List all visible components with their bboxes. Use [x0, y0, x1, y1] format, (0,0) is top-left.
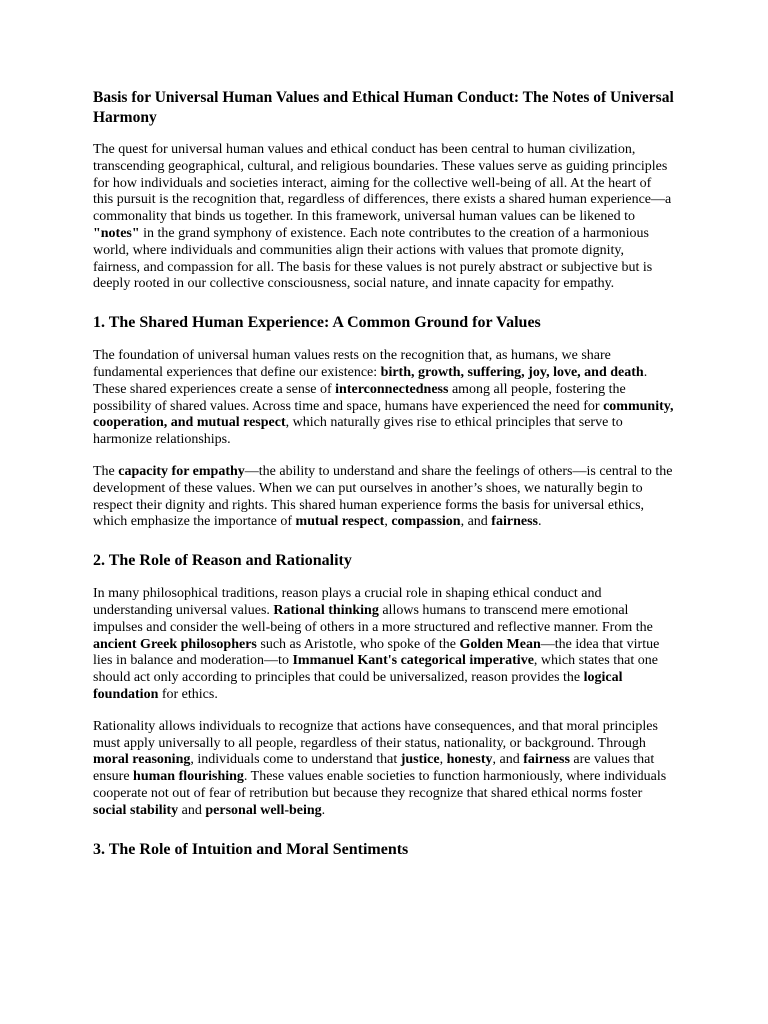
text-run: , and — [460, 514, 492, 530]
text-run: and — [178, 802, 206, 818]
text-run: . These shared experiences create a sense of — [93, 364, 648, 397]
bold-run: mutual respect — [295, 514, 385, 530]
bold-run: Rational thinking — [273, 602, 379, 618]
text-run: among all people, fostering the possibility of shared values. Across time and space, humans have experienced the need for — [93, 381, 626, 414]
text-run: The foundation of universal human values rests on the recognition that, as humans, we share fundamental experiences that define our existence: — [93, 348, 611, 380]
text-run: , which states that one should act only according to principles that could be universalized, reason provides the — [93, 653, 658, 686]
text-run: . — [321, 802, 326, 818]
text-run: The — [93, 463, 119, 479]
section-1-paragraph-1 — [93, 348, 674, 449]
bold-run: community, cooperation, and mutual respect — [93, 398, 674, 431]
text-run: In many philosophical traditions, reason plays a crucial role in shaping ethical conduct and understanding universal values. — [93, 586, 602, 618]
text-run: such as Aristotle, who spoke of the — [256, 636, 460, 652]
bold-run: birth, growth, suffering, joy, love, and death — [380, 364, 644, 380]
text-run: —the ability to understand and share the feelings of others—is central to the development of these values. When we can put ourselves in another’s shoes, we naturally begin to respect their dignity and rights. This shared human experience forms the basis for universal ethics, which emphasize the importance of — [93, 463, 673, 530]
bold-run: logical foundation — [93, 670, 623, 702]
section-2-heading: 2. The Role of Reason and Rationality — [93, 552, 352, 570]
intro-text-2: in the grand symphony of existence. Each note contributes to the creation of a harmonious world, where individuals and communities align their actions with values that promote dignity, fairness, and compassion for all. The basis for these values is not purely abstract or subjective but is deeply rooted in our collective consciousness, social nature, and innate capacity for empathy. — [93, 225, 653, 292]
section-3-heading: 3. The Role of Intuition and Moral Sentiments — [93, 840, 409, 858]
text-run: for ethics. — [158, 686, 218, 702]
text-run: —the idea that virtue lies in balance and moderation—to — [93, 636, 660, 669]
section-2-paragraph-1 — [93, 586, 674, 704]
text-run: , individuals come to understand that — [190, 752, 401, 768]
text-run: , — [439, 752, 447, 768]
intro-bold-notes: "notes" — [93, 225, 140, 241]
bold-run: fairness — [523, 752, 570, 768]
bold-run: Immanuel Kant's categorical imperative — [292, 653, 534, 669]
text-run: allows humans to transcend mere emotional impulses and consider the well-being of others in a more structured and reflective manner. From the — [93, 602, 653, 635]
bold-run: justice — [400, 752, 440, 768]
text-run: , which naturally gives rise to ethical principles that serve to harmonize relationships. — [93, 415, 623, 448]
bold-run: compassion — [391, 514, 461, 530]
intro-paragraph — [93, 142, 674, 293]
bold-run: personal well-being — [205, 802, 322, 818]
text-run: , and — [492, 752, 524, 768]
section-2-paragraph-2 — [93, 719, 674, 820]
text-run: . These values enable societies to function harmoniously, where individuals cooperate not out of fear of retribution but because they recognize that shared ethical norms foster — [93, 769, 667, 801]
bold-run: ancient Greek philosophers — [93, 636, 257, 652]
bold-run: moral reasoning — [93, 752, 191, 768]
bold-run: human flourishing — [133, 769, 244, 785]
bold-run: fairness — [491, 514, 538, 530]
document-title: Basis for Universal Human Values and Ethical Human Conduct: The Notes of Universal Harmony — [93, 89, 674, 126]
bold-run: social stability — [93, 802, 179, 818]
text-run: , — [384, 514, 392, 530]
text-run: Rationality allows individuals to recognize that actions have consequences, and that moral principles must apply universally to all people, regardless of their status, nationality, or background. Through — [93, 718, 658, 751]
bold-run: interconnectedness — [335, 381, 449, 397]
bold-run: Golden Mean — [459, 636, 541, 652]
section-1-heading: 1. The Shared Human Experience: A Common Ground for Values — [93, 314, 541, 332]
text-run: . — [537, 514, 542, 530]
text-run: are values that ensure — [93, 752, 655, 785]
bold-run: capacity for empathy — [118, 463, 245, 479]
section-1-paragraph-2 — [93, 464, 674, 531]
intro-text-1: The quest for universal human values and ethical conduct has been central to human civilization, transcending geographical, cultural, and religious boundaries. These values serve as guiding principles for how individuals and societies interact, aiming for the collective well-being of all. At the heart of this pursuit is the recognition that, regardless of differences, there exists a shared human experience—a commonality that binds us together. In this framework, universal human values can be likened to — [93, 142, 672, 225]
bold-run: honesty — [446, 752, 493, 768]
